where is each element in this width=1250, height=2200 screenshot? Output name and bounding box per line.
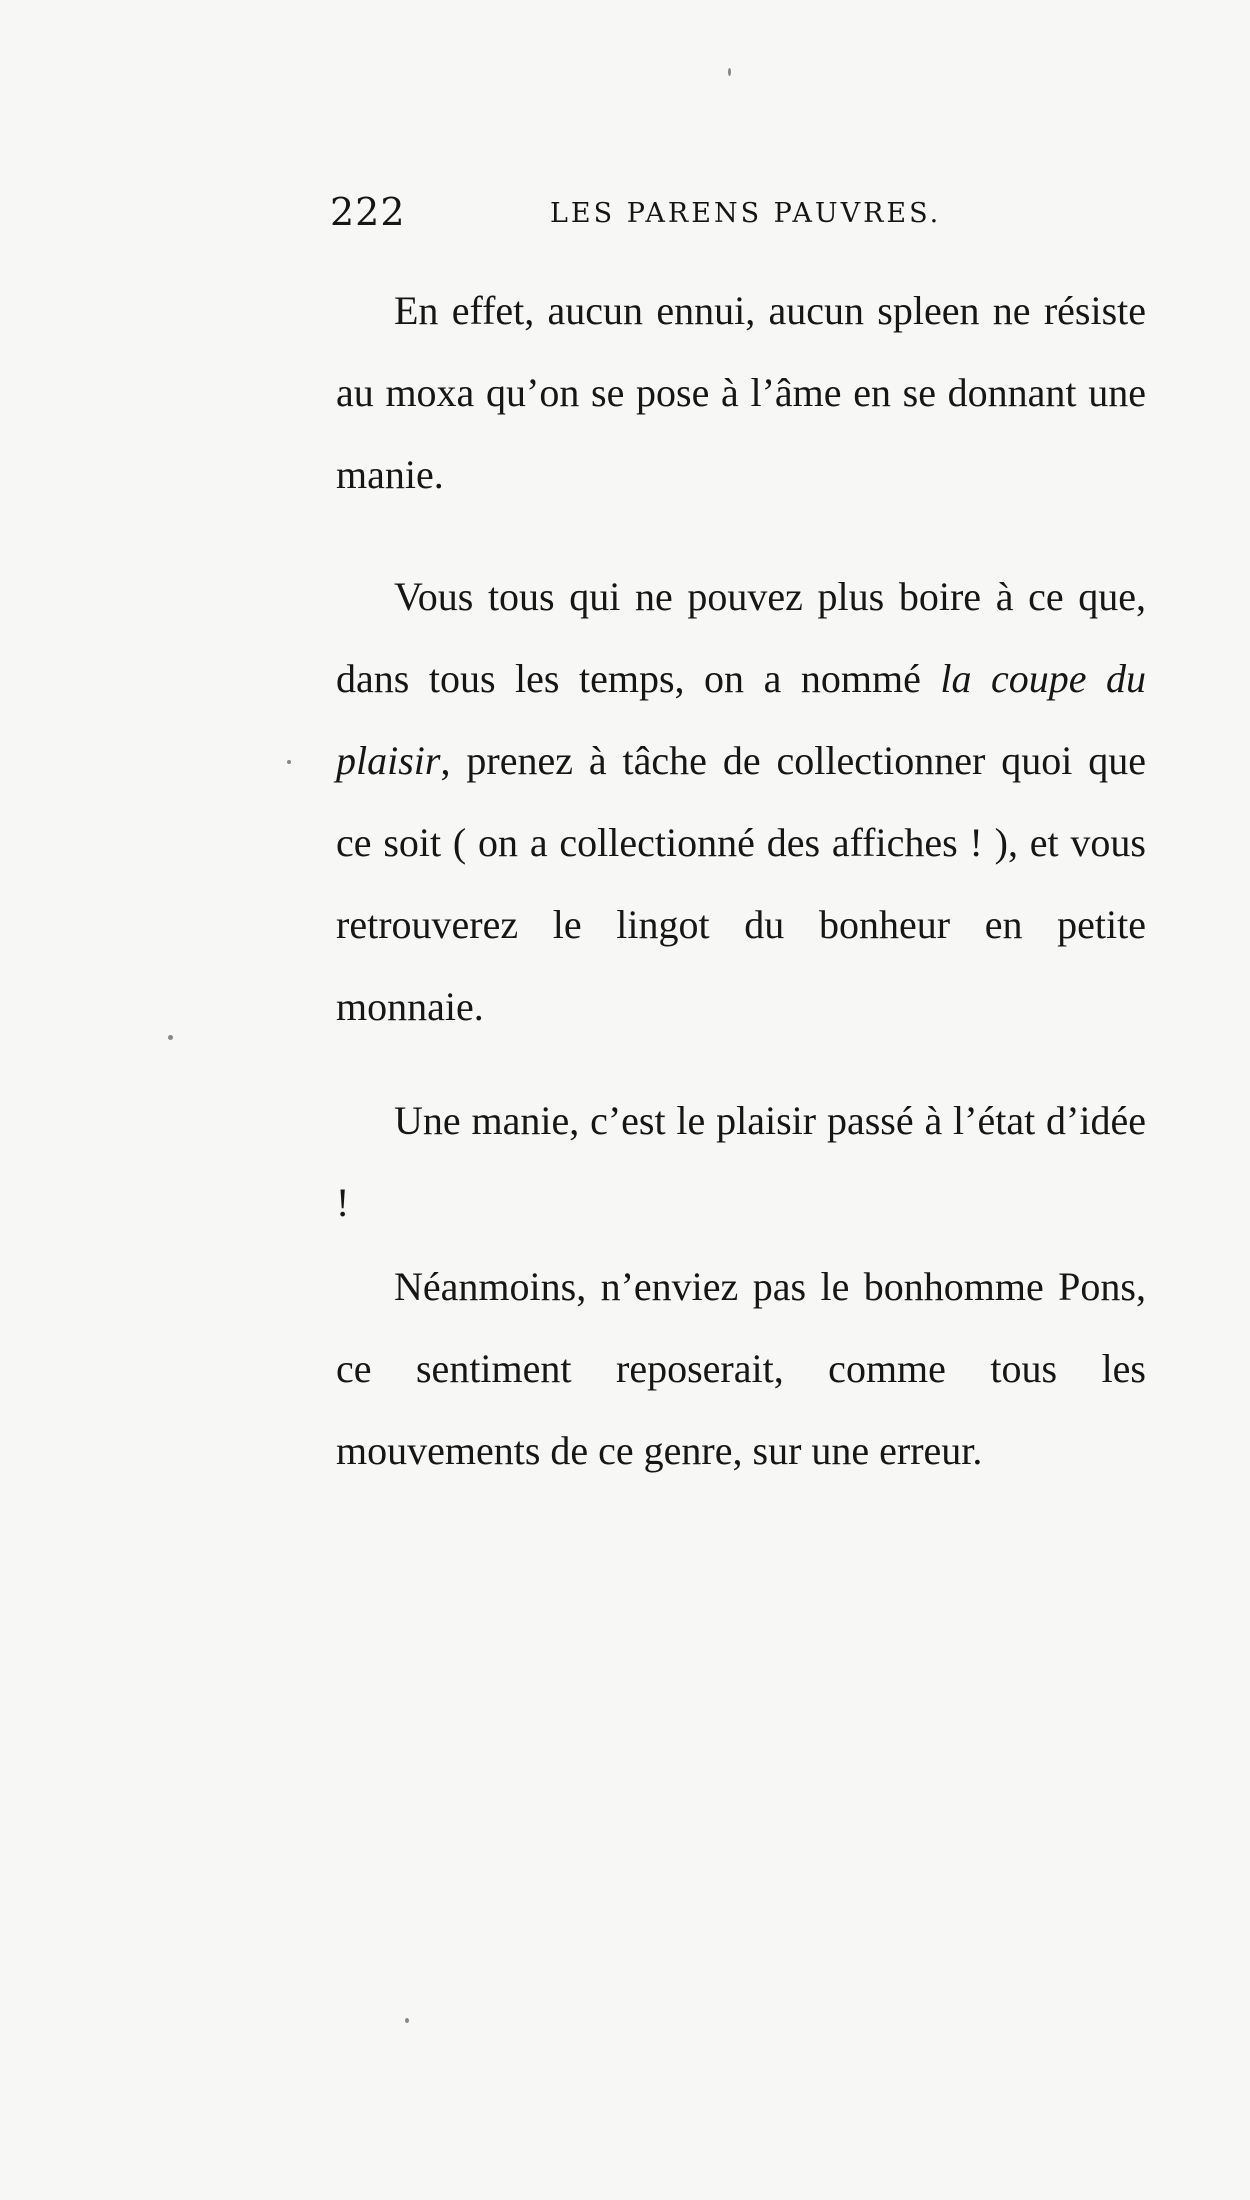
paragraph-text-start: Vous tous qui ne pouvez plus boire à ce que, dans tous les temps, on a nommé <box>336 574 1146 701</box>
paragraph: Une manie, c’est le plaisir passé à l’état d’idée ! <box>336 1098 1146 1225</box>
page-number: 222 <box>330 190 406 234</box>
body-text <box>336 270 1146 1492</box>
paragraph: En effet, aucun ennui, aucun spleen ne résiste au moxa qu’on se pose à l’âme en se donnant une manie. <box>336 288 1146 497</box>
paragraph <box>336 556 1146 1048</box>
ink-speck <box>168 1035 173 1040</box>
italic-phrase: la coupe du plaisir <box>336 656 1146 783</box>
paragraph-text-end: , prenez à tâche de collectionner quoi que ce soit ( on a collectionné des affiches ! ), et vous retrouverez le lingot du bonheur en petite monnaie. <box>336 738 1146 1029</box>
ink-speck <box>405 2018 409 2023</box>
page-header <box>330 190 1145 240</box>
running-title: LES PARENS PAUVRES. <box>550 198 942 229</box>
ink-speck <box>287 760 291 764</box>
ink-speck <box>728 68 731 76</box>
paragraph: Néanmoins, n’enviez pas le bonhomme Pons, ce sentiment reposerait, comme tous les mouvements de ce genre, sur une erreur. <box>336 1264 1146 1473</box>
